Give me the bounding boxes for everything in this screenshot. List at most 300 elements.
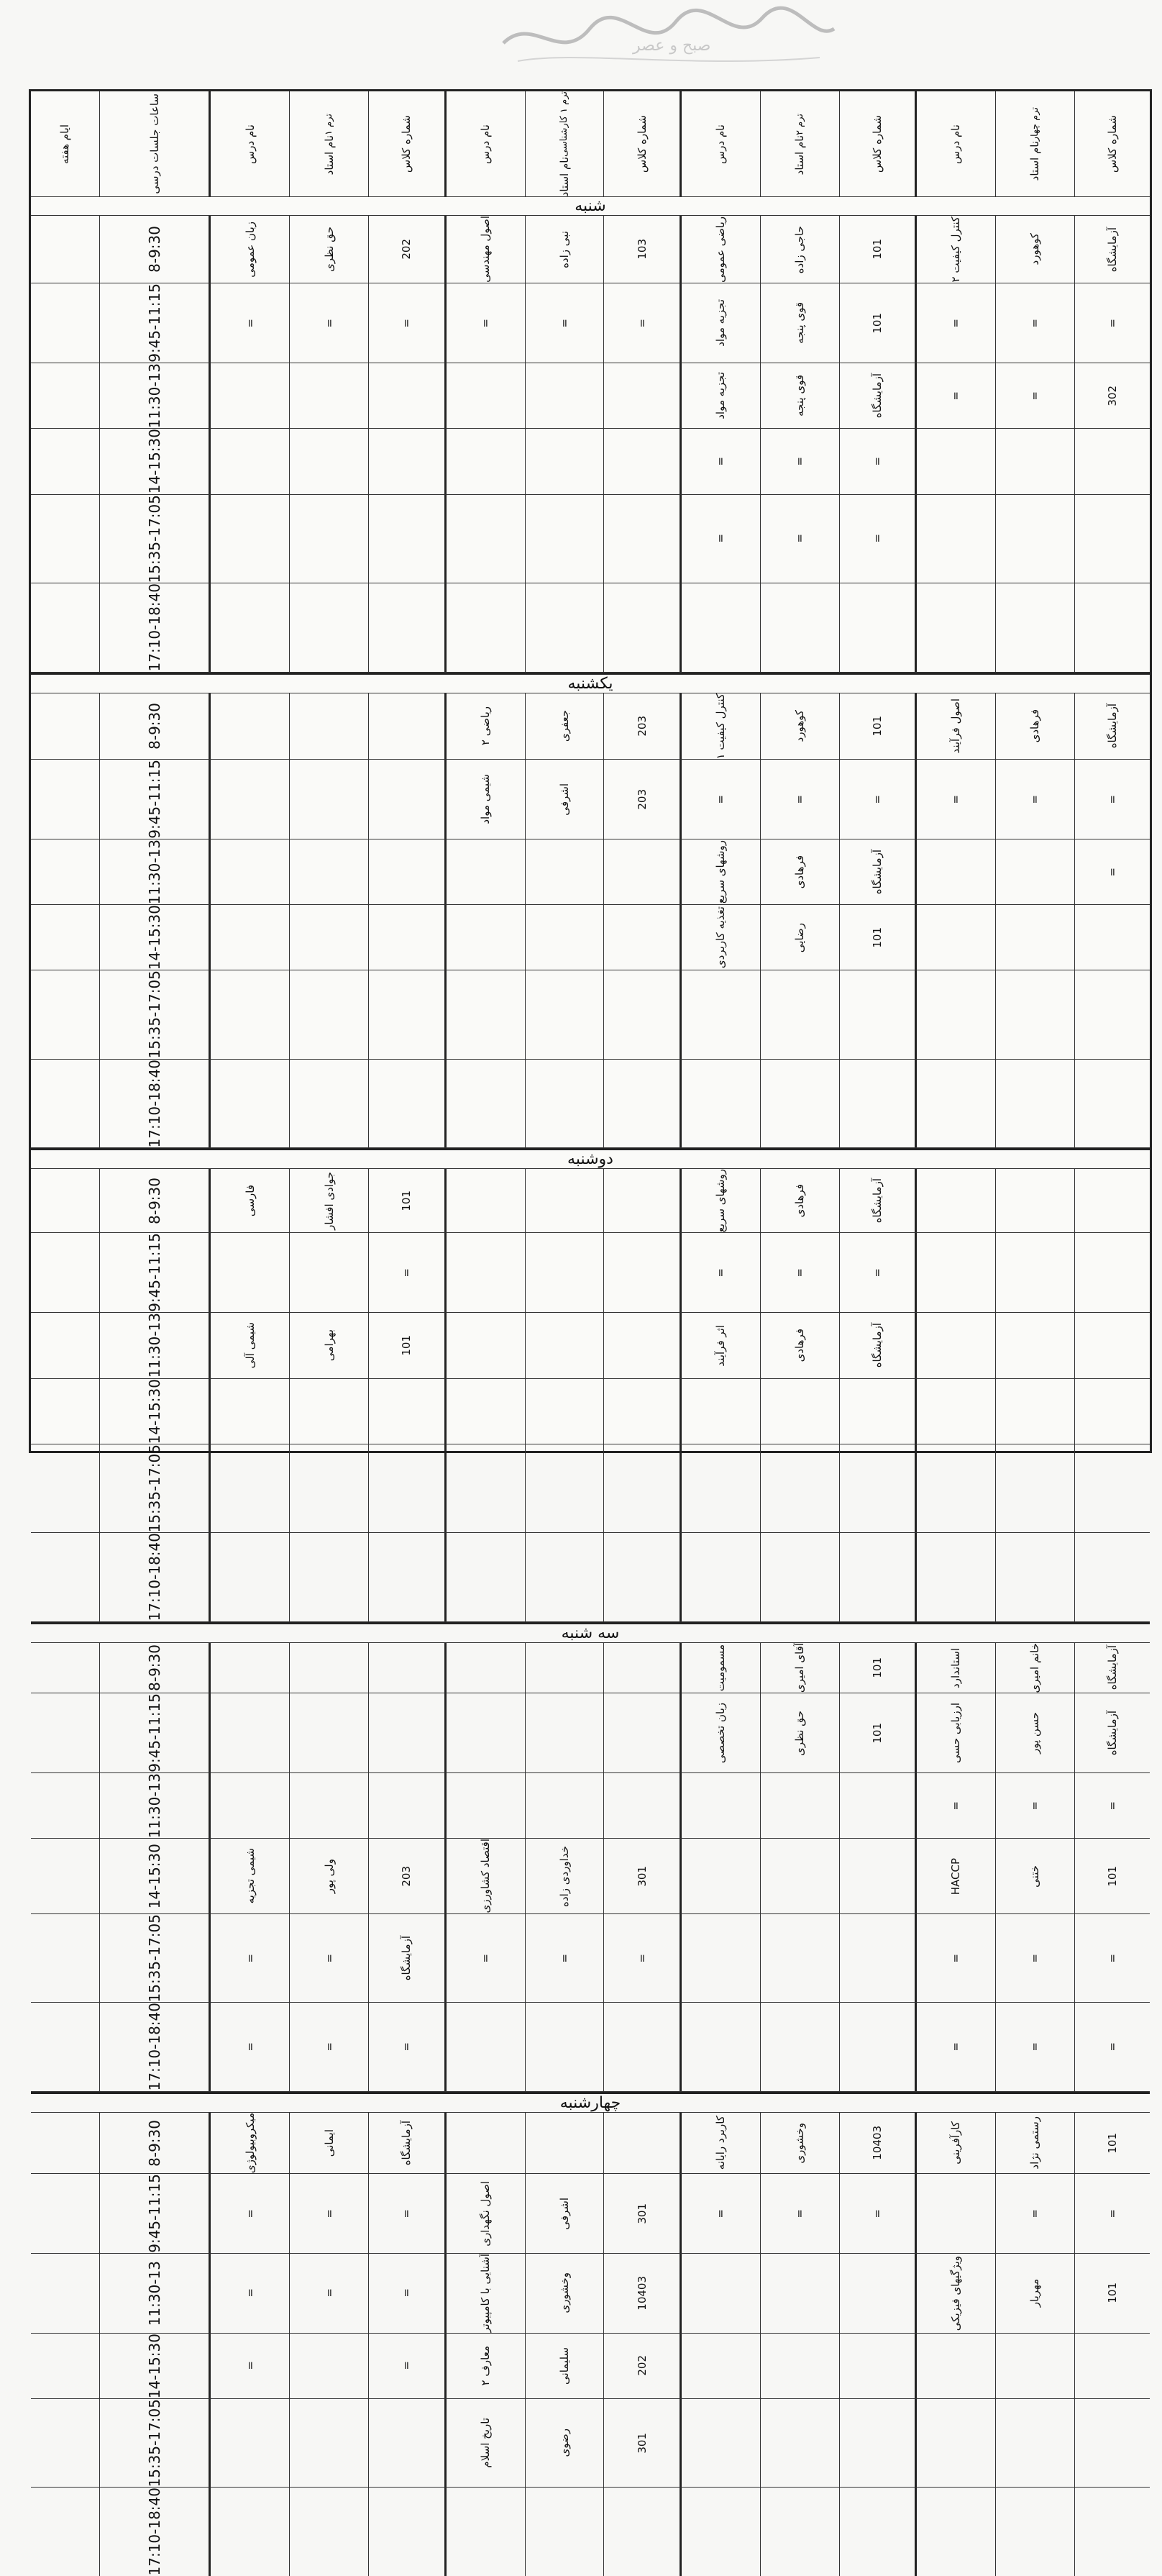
teacher-name-cell xyxy=(289,1839,368,1913)
course-name-cell xyxy=(680,2488,760,2576)
time-cell xyxy=(99,2488,209,2576)
course-name-cell xyxy=(680,2113,760,2173)
course-name-cell xyxy=(680,2003,760,2091)
room-number-cell xyxy=(839,1060,915,1148)
room-number-cell xyxy=(1074,2174,1150,2253)
slot-row xyxy=(31,1533,1150,1622)
slot-row xyxy=(31,1313,1150,1378)
teacher-name: قوی پنجه xyxy=(793,375,807,417)
course-name-cell xyxy=(209,1233,289,1312)
teacher-name-cell xyxy=(760,583,839,672)
course-name-cell xyxy=(209,2003,289,2091)
room-number-cell xyxy=(603,2334,679,2398)
teacher-name-cell xyxy=(760,2488,839,2576)
course-name-cell xyxy=(444,693,525,759)
header-course xyxy=(444,91,525,196)
time-label: 8-9:30 xyxy=(145,702,163,750)
teacher-name-cell xyxy=(995,2174,1074,2253)
handwritten-note xyxy=(475,0,848,79)
teacher-name-cell xyxy=(525,693,604,759)
room-number-cell xyxy=(603,583,679,672)
course-name: کنترل کیفیت ۱ xyxy=(714,693,728,759)
room-number: 101 xyxy=(870,1722,884,1744)
slot-row xyxy=(31,1839,1150,1913)
time-cell xyxy=(99,2174,209,2253)
course-name-cell xyxy=(915,1379,995,1444)
course-name-cell xyxy=(209,1914,289,2003)
header-course xyxy=(680,91,760,196)
course-name-cell xyxy=(444,363,525,428)
slot-row xyxy=(31,216,1150,283)
room-number-cell xyxy=(1074,905,1150,970)
time-label: 14-15:30 xyxy=(145,429,163,494)
spacer-cell xyxy=(31,1379,99,1444)
teacher-name-cell xyxy=(995,216,1074,283)
teacher-name-cell xyxy=(289,1060,368,1148)
teacher-name-cell xyxy=(289,1444,368,1533)
room-number-cell xyxy=(368,2003,444,2091)
course-name-cell xyxy=(209,970,289,1059)
slot-row xyxy=(31,1773,1150,1839)
course-name-cell xyxy=(680,905,760,970)
room-number-cell xyxy=(839,760,915,839)
room-number: 101 xyxy=(870,715,884,737)
room-number-cell xyxy=(1074,2254,1150,2333)
spacer-cell xyxy=(31,760,99,839)
room-number-cell xyxy=(839,2254,915,2333)
teacher-name: کوهورد xyxy=(793,710,807,742)
room-number-cell xyxy=(839,693,915,759)
room-number-cell xyxy=(368,2174,444,2253)
time-cell xyxy=(99,2003,209,2091)
spacer-cell xyxy=(31,1169,99,1232)
teacher-name: آقای امیری xyxy=(793,1643,807,1693)
room-number-cell xyxy=(1074,429,1150,493)
teacher-name-cell xyxy=(760,2003,839,2091)
room-number-cell xyxy=(1074,1169,1150,1232)
course-name: = xyxy=(714,457,728,466)
course-name-cell xyxy=(209,1839,289,1913)
course-name: تجزیه مواد xyxy=(714,372,728,419)
course-name-cell xyxy=(209,2174,289,2253)
course-name: آشنایی با کامپیوتر xyxy=(479,2253,493,2333)
time-label: 11:30-13 xyxy=(145,2260,163,2326)
header-teacher xyxy=(289,91,368,196)
teacher-name-cell xyxy=(995,2399,1074,2488)
course-name: = xyxy=(949,1953,963,1963)
teacher-name-cell xyxy=(525,1444,604,1533)
course-name: روشهای سریع xyxy=(714,1169,728,1233)
teacher-name-cell xyxy=(760,283,839,363)
time-cell xyxy=(99,1914,209,2003)
spacer-cell xyxy=(31,2334,99,2398)
header-room-label: شماره کلاس xyxy=(400,115,413,173)
slot-row xyxy=(31,583,1150,673)
room-number-cell xyxy=(839,363,915,428)
room-number-cell xyxy=(603,495,679,583)
time-label: 9:45-11:15 xyxy=(145,1233,163,1313)
course-name-cell xyxy=(209,1643,289,1693)
slot-row xyxy=(31,2488,1150,2576)
time-cell xyxy=(99,2113,209,2173)
course-name-cell xyxy=(915,283,995,363)
room-number: 101 xyxy=(870,1657,884,1678)
slot-row xyxy=(31,2113,1150,2174)
course-name-cell xyxy=(444,1060,525,1148)
room-number: آزمایشگاه xyxy=(1105,1645,1119,1690)
teacher-name-cell xyxy=(760,1643,839,1693)
teacher-name: رضوی xyxy=(557,2429,571,2457)
teacher-name-cell xyxy=(995,1233,1074,1312)
teacher-name-cell xyxy=(289,216,368,283)
slot-row xyxy=(31,693,1150,760)
spacer-cell xyxy=(31,429,99,493)
room-number-cell xyxy=(1074,1839,1150,1913)
room-number: = xyxy=(635,1953,649,1963)
header-room-label: شماره کلاس xyxy=(870,115,884,173)
course-name-cell xyxy=(915,2254,995,2333)
teacher-name: حق نظری xyxy=(322,227,336,273)
room-number-cell xyxy=(839,1773,915,1838)
course-name-cell xyxy=(209,760,289,839)
teacher-name-cell xyxy=(289,495,368,583)
room-number: 10403 xyxy=(870,2126,884,2160)
course-name-cell xyxy=(915,1060,995,1148)
course-name: استاندارد xyxy=(949,1647,963,1688)
spacer-cell xyxy=(31,1839,99,1913)
room-number-cell xyxy=(1074,363,1150,428)
course-name: = xyxy=(714,794,728,804)
course-name-cell xyxy=(444,1533,525,1621)
room-number-cell xyxy=(603,1169,679,1232)
time-label: 15:35-17:05 xyxy=(145,970,163,1059)
teacher-name-cell xyxy=(289,1773,368,1838)
room-number-cell xyxy=(839,1914,915,2003)
room-number-cell xyxy=(839,2334,915,2398)
time-label: 14-15:30 xyxy=(145,905,163,970)
time-cell xyxy=(99,1444,209,1533)
course-name: کنترل کیفیت ۲ xyxy=(949,216,963,283)
room-number: 202 xyxy=(400,239,413,260)
teacher-name-cell xyxy=(525,2254,604,2333)
room-number-cell xyxy=(839,1693,915,1772)
room-number-cell xyxy=(368,363,444,428)
teacher-name: = xyxy=(1028,2208,1042,2218)
course-name-cell xyxy=(915,1643,995,1693)
room-number-cell xyxy=(368,970,444,1059)
room-number-cell xyxy=(1074,1313,1150,1378)
course-name-cell xyxy=(680,1233,760,1312)
teacher-name-cell xyxy=(995,693,1074,759)
slot-row xyxy=(31,970,1150,1060)
time-label: 17:10-18:40 xyxy=(145,1533,163,1621)
teacher-name-cell xyxy=(995,1839,1074,1913)
teacher-name: کوهورد xyxy=(1028,233,1042,265)
slot-row xyxy=(31,2254,1150,2334)
teacher-name-cell xyxy=(760,2254,839,2333)
days-label-cell xyxy=(31,91,99,196)
course-name: = xyxy=(949,1801,963,1811)
teacher-name-cell xyxy=(289,2488,368,2576)
teacher-name-cell xyxy=(760,2174,839,2253)
header-teacher-label: نام استاد xyxy=(1028,141,1042,181)
time-label: 11:30-13 xyxy=(145,363,163,429)
teacher-name-cell xyxy=(995,1169,1074,1232)
room-number-cell xyxy=(368,2399,444,2488)
room-number: 103 xyxy=(635,239,649,260)
teacher-name-cell xyxy=(525,2488,604,2576)
course-name-cell xyxy=(915,760,995,839)
header-teacher xyxy=(525,91,604,196)
course-name-cell xyxy=(209,693,289,759)
room-number-cell xyxy=(603,363,679,428)
header-course-label: نام درس xyxy=(243,124,257,164)
teacher-name-cell xyxy=(995,1533,1074,1621)
course-name-cell xyxy=(915,2113,995,2173)
room-number-cell xyxy=(839,216,915,283)
room-number: 101 xyxy=(870,239,884,260)
header-teacher-label: نام استاد xyxy=(322,135,336,175)
day-name-cell xyxy=(31,675,1150,693)
room-number-cell xyxy=(603,1533,679,1621)
teacher-name-cell xyxy=(525,1313,604,1378)
room-number-cell xyxy=(1074,1060,1150,1148)
room-number-cell xyxy=(368,495,444,583)
day-name-cell xyxy=(31,1150,1150,1168)
time-cell xyxy=(99,495,209,583)
spacer-cell xyxy=(31,1693,99,1772)
room-number-cell xyxy=(603,1379,679,1444)
room-number-cell xyxy=(1074,1533,1150,1621)
teacher-name: = xyxy=(793,2208,807,2218)
course-name: مسمومیت xyxy=(714,1644,728,1692)
teacher-name: حق نظری xyxy=(793,1710,807,1756)
teacher-name: = xyxy=(1028,1953,1042,1963)
room-number-cell xyxy=(1074,2399,1150,2488)
course-name: ارزیابی حسی xyxy=(949,1703,963,1764)
course-name-cell xyxy=(444,2113,525,2173)
room-number-cell xyxy=(839,1313,915,1378)
teacher-name-cell xyxy=(995,1060,1074,1148)
room-number-cell xyxy=(839,970,915,1059)
room-number-cell xyxy=(1074,760,1150,839)
header-teacher-label: نام استاد xyxy=(793,135,807,175)
course-name-cell xyxy=(444,1914,525,2003)
room-number: 101 xyxy=(870,312,884,334)
term-label: ترم ۱ xyxy=(324,113,335,135)
room-number-cell xyxy=(368,1839,444,1913)
room-number: = xyxy=(1105,794,1119,804)
time-label: 15:35-17:05 xyxy=(145,1913,163,2003)
course-name: = xyxy=(243,2288,257,2298)
room-number-cell xyxy=(603,2113,679,2173)
room-number-cell xyxy=(603,1444,679,1533)
room-number-cell xyxy=(368,2334,444,2398)
course-name: شیمی تجزیه xyxy=(243,1848,257,1904)
teacher-name-cell xyxy=(525,363,604,428)
course-name-cell xyxy=(209,905,289,970)
room-number-cell xyxy=(368,283,444,363)
teacher-name-cell xyxy=(525,583,604,672)
teacher-name-cell xyxy=(289,429,368,493)
room-number: 301 xyxy=(635,2432,649,2454)
course-name: = xyxy=(949,794,963,804)
slot-row xyxy=(31,1169,1150,1233)
room-number-cell xyxy=(839,1533,915,1621)
course-name-cell xyxy=(915,2174,995,2253)
course-name: میکروبیولوژی xyxy=(243,2112,257,2174)
room-number: 101 xyxy=(1105,1865,1119,1887)
room-number: آزمایشگاه xyxy=(870,373,884,419)
teacher-name-cell xyxy=(289,970,368,1059)
teacher-name: وخشوری xyxy=(793,2122,807,2164)
course-name-cell xyxy=(680,283,760,363)
course-name-cell xyxy=(915,1444,995,1533)
header-room-label: شماره کلاس xyxy=(1105,115,1119,173)
teacher-name-cell xyxy=(525,1169,604,1232)
time-cell xyxy=(99,1313,209,1378)
room-number-cell xyxy=(368,1533,444,1621)
room-number-cell xyxy=(1074,1379,1150,1444)
spacer-cell xyxy=(31,2113,99,2173)
teacher-name-cell xyxy=(760,2113,839,2173)
room-number-cell xyxy=(368,1773,444,1838)
time-label: 17:10-18:40 xyxy=(145,583,163,672)
teacher-name: = xyxy=(1028,391,1042,401)
course-name-cell xyxy=(680,583,760,672)
top-note-text: صبح و عصر xyxy=(633,37,711,55)
teacher-name-cell xyxy=(995,1773,1074,1838)
spacer-cell xyxy=(31,2003,99,2091)
slot-row xyxy=(31,2399,1150,2488)
room-number-cell xyxy=(1074,2334,1150,2398)
course-name-cell xyxy=(915,1839,995,1913)
room-number-cell xyxy=(368,1693,444,1772)
spacer-cell xyxy=(31,905,99,970)
room-number-cell xyxy=(368,1444,444,1533)
teacher-name: حاجی زاده xyxy=(793,225,807,273)
teacher-name-cell xyxy=(525,2334,604,2398)
time-cell xyxy=(99,1060,209,1148)
course-name-cell xyxy=(444,1444,525,1533)
room-number-cell xyxy=(368,760,444,839)
room-number-cell xyxy=(603,1643,679,1693)
room-number-cell xyxy=(603,1060,679,1148)
course-name: ریاضی عمومی xyxy=(714,216,728,283)
time-cell xyxy=(99,1169,209,1232)
course-name-cell xyxy=(680,1693,760,1772)
room-number: = xyxy=(1105,1953,1119,1963)
teacher-name-cell xyxy=(525,429,604,493)
room-number: = xyxy=(1105,867,1119,877)
day-name-cell xyxy=(31,197,1150,215)
course-name-cell xyxy=(915,2334,995,2398)
room-number-cell xyxy=(1074,970,1150,1059)
teacher-name-cell xyxy=(995,429,1074,493)
teacher-name-cell xyxy=(289,1693,368,1772)
day-name: شنبه xyxy=(575,197,606,216)
course-name-cell xyxy=(444,1313,525,1378)
teacher-name-cell xyxy=(760,1444,839,1533)
course-name: کارآفرینی xyxy=(949,2121,963,2165)
course-name: اصول فرآیند xyxy=(949,698,963,754)
teacher-name-cell xyxy=(995,363,1074,428)
slot-row xyxy=(31,1379,1150,1444)
teacher-name-cell xyxy=(995,1643,1074,1693)
course-name-cell xyxy=(680,1169,760,1232)
teacher-name-cell xyxy=(289,2254,368,2333)
teacher-name: اشرفی xyxy=(557,783,571,816)
course-name: روشهای سریع xyxy=(714,839,728,904)
time-label: 14-15:30 xyxy=(145,2333,163,2398)
room-number-cell xyxy=(1074,216,1150,283)
course-name-cell xyxy=(444,2399,525,2488)
room-number-cell xyxy=(839,2399,915,2488)
header-room xyxy=(1074,91,1150,196)
time-label: 17:10-18:40 xyxy=(145,1059,163,1148)
course-name-cell xyxy=(680,2174,760,2253)
course-name-cell xyxy=(444,2334,525,2398)
room-number-cell xyxy=(839,283,915,363)
room-number-cell xyxy=(603,1313,679,1378)
spacer-cell xyxy=(31,1444,99,1533)
room-number: آزمایشگاه xyxy=(870,1323,884,1368)
room-number: = xyxy=(870,534,884,544)
day-header-row xyxy=(31,197,1150,216)
room-number-cell xyxy=(368,905,444,970)
room-number-cell xyxy=(603,839,679,904)
header-course-label: نام درس xyxy=(714,124,728,164)
course-name-cell xyxy=(444,583,525,672)
room-number: = xyxy=(870,794,884,804)
teacher-name-cell xyxy=(525,905,604,970)
day-header-row xyxy=(31,2092,1150,2113)
time-label: 8-9:30 xyxy=(145,1644,163,1692)
course-name-cell xyxy=(209,2254,289,2333)
teacher-name-cell xyxy=(289,2003,368,2091)
room-number: آزمایشگاه xyxy=(400,1935,413,1981)
time-cell xyxy=(99,2254,209,2333)
course-name-cell xyxy=(680,216,760,283)
teacher-name: رضایی xyxy=(793,922,807,952)
time-label: 8-9:30 xyxy=(145,2119,163,2167)
room-number-cell xyxy=(1074,1643,1150,1693)
header-course-label: نام درس xyxy=(949,124,963,164)
room-number-cell xyxy=(603,283,679,363)
room-number-cell xyxy=(368,839,444,904)
teacher-name-cell xyxy=(995,2113,1074,2173)
teacher-name: فرهادی xyxy=(793,855,807,889)
course-name-cell xyxy=(915,363,995,428)
room-number: 101 xyxy=(1105,2283,1119,2303)
teacher-name: = xyxy=(1028,318,1042,328)
spacer-cell xyxy=(31,1643,99,1693)
course-name-cell xyxy=(209,495,289,583)
course-name: = xyxy=(243,2208,257,2218)
course-name: زبان عمومی xyxy=(243,221,257,278)
teacher-name-cell xyxy=(760,1693,839,1772)
teacher-name-cell xyxy=(995,839,1074,904)
room-number-cell xyxy=(603,2254,679,2333)
day-name-cell xyxy=(31,1624,1150,1642)
teacher-name-cell xyxy=(289,363,368,428)
teacher-name-cell xyxy=(525,1693,604,1772)
room-number-cell xyxy=(839,1643,915,1693)
teacher-name-cell xyxy=(525,283,604,363)
teacher-name-cell xyxy=(995,1914,1074,2003)
course-name-cell xyxy=(209,1773,289,1838)
teacher-name-cell xyxy=(995,283,1074,363)
